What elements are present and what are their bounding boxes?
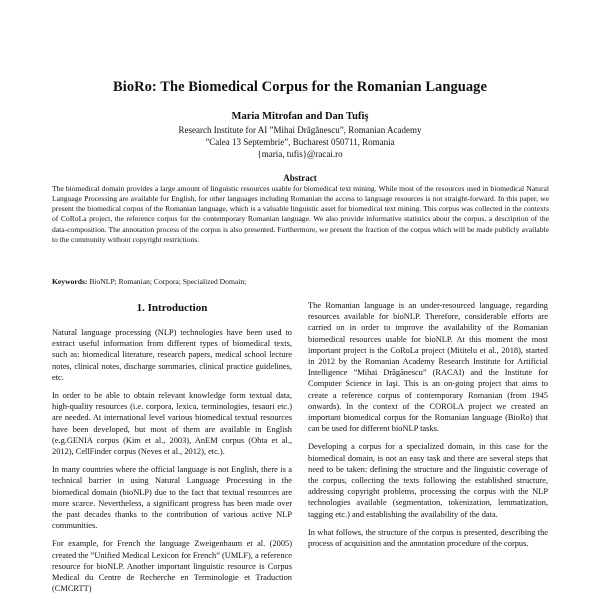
left-column [52,302,292,601]
affiliation-institute: Research Institute for AI ”Mihai Drăgănescu”, Romanian Academy [178,125,422,135]
keywords-value: BioNLP; Romanian; Corpora; Specialized Domain; [89,277,247,286]
abstract-text: The biomedical domain provides a large amount of linguistic resources usable for biomedical text mining. While most of the resources used in biomedical Natural Language Processing are available for English, for other languages including Romanian the access to language resources is not straight-forward. In this paper, we present the biomedical corpus of the Romanian language, which is a valuable linguistic asset for biomedical text mining. This corpus was collected in the contexts of CoRoLa project, the reference corpus for the contemporary Romanian language. We also provide informative statistics about the corpus, a description of the data-composition. The annotation process of the corpus is also presented. Furthermore, we present the fraction of the corpus which will be made publicly available to the community without copyright restrictions. [52,184,549,244]
paragraph: In many countries where the official language is not English, there is a technical barrier in using Natural Language Processing in the biomedical domain (bioNLP) due to the fact that textual resources are more scarce. Nevertheless, a significant progress has been made over the past decades thanks to the contribution of various active NLP communities. [52,465,292,531]
paragraph: In what follows, the structure of the corpus is presented, describing the process of acquisition and the annotation procedure of the corpus. [308,527,548,549]
abstract-heading: Abstract [283,173,317,183]
paragraph: In order to be able to obtain relevant knowledge form textual data, high-quality resources (i.e. corpora, lexica, terminologies, tesauri etc.) are needed. At international level various biomedical textual resources have been developed, but most of them are available in English (e.g.GENIA corpus (Kim et al., 2003), AnEM corpus (Ohta et al., 2012), CellFinder corpus (Neves et al., 2012), etc.). [52,391,292,457]
paragraph: Developing a corpus for a specialized domain, in this case for the biomedical domain, is not an easy task and there are several steps that need to be taken: defining the structure and the linguistic coverage of the corpus, collecting the texts following the established structure, addressing copyright problems, processing the corpus with the NLP technologies available (segmentation, tokenization, lemmatization, tagging etc.) and establishing the availability of the data. [308,442,548,519]
keywords [52,277,549,286]
section-heading-introduction: 1. Introduction [136,302,208,314]
keywords-label: Keywords: [52,277,88,286]
paragraph: For example, for French the language Zweigenbaum et al. (2005) created the ”Unified Medical Lexicon for French” (UMLF), a reference resource for bioNLP. Another important linguistic resource is Corpus Medical du Centre de Recherche en Terminologie et Traduction (CMCRTT) [52,539,292,594]
right-column [308,300,548,556]
paper-title: BioRo: The Biomedical Corpus for the Romanian Language [113,79,487,95]
paragraph: The Romanian language is an under-resourced language, regarding resources available for bioNLP. Therefore, considerable efforts are carried on in order to improve the availability of the Romanian biomedical resources usable for bioNLP. At this moment the most important project is the CoRoLa project (Mititelu et al., 2018), started in 2012 by the Romanian Academy Research Institute for Artificial Intelligence ”Mihai Drăgănescu” (RACAI) and the Institute for Computer Science in Iaşi. This is an on-going project that aims to create a reference corpus of contemporary Romanian (from 1945 onwards). In the context of the COROLA project we created an important biomedical corpus for the Romanian language (BioRo) that can be used for different bioNLP tasks. [308,301,548,434]
paragraph: Natural language processing (NLP) technologies have been used to extract useful information from different types of biomedical texts, such as: biomedical literature, research papers, medical school lecture notes, clinical notes, discharge summaries, clinical practice guidelines, etc. [52,328,292,382]
affiliation-address: ”Calea 13 Septembrie”, Bucharest 050711, Romania [205,137,395,147]
affiliation-email: {maria, tufis}@racai.ro [257,149,343,159]
paper-authors: Maria Mitrofan and Dan Tufiş [231,111,369,122]
